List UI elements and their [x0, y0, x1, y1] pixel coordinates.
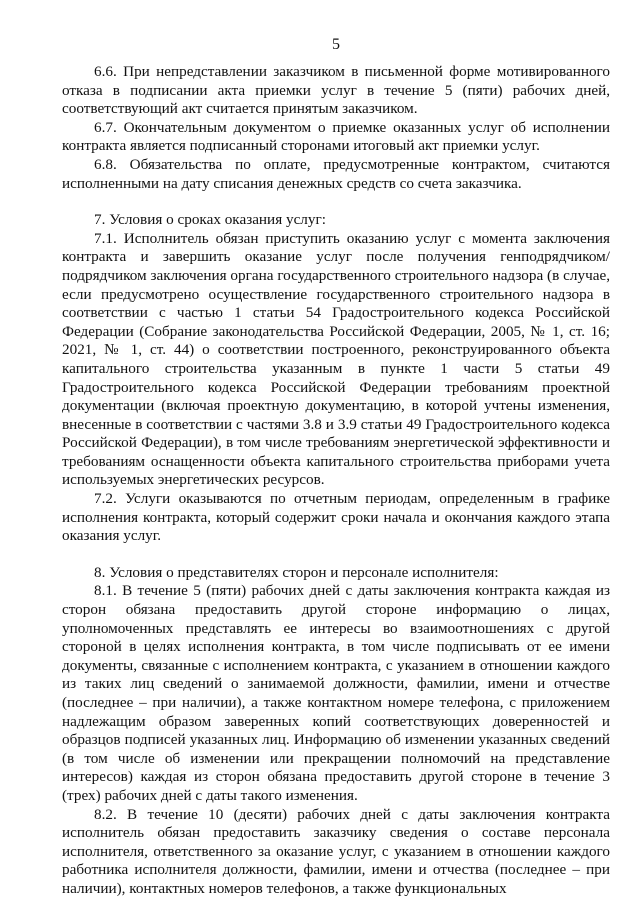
section-spacer	[62, 193, 610, 211]
paragraph-6-8: 6.8. Обязательства по оплате, предусмотренные контрактом, считаются исполненными на дату списания денежных средств со счета заказчика.	[62, 155, 610, 192]
paragraph-6-6: 6.6. При непредставлении заказчиком в письменной форме мотивированного отказа в подписании акта приемки услуг в течение 5 (пяти) рабочих дней, соответствующий акт считается принятым заказчиком.	[62, 63, 610, 118]
paragraph-8-1: 8.1. В течение 5 (пяти) рабочих дней с даты заключения контракта каждая из сторон обязана предоставить другой стороне информацию о лицах, уполномоченных представлять ее интересы во взаимоотношениях с другой стороной в целях исполнения контракта, в том числе подписывать от ее имени документы, связанные с исполнением контракта, с указанием в отношении каждого из таких лиц сведений о занимаемой должности, фамилии, имени и отчестве (последнее – при наличии), а также контактном номере телефона, с приложением надлежащим образом заверенных копий соответствующих доверенностей и образцов подписей указанных лиц. Информацию об изменении указанных сведений (в том числе об изменении или прекращении полномочий на представление интересов) каждая из сторон обязана предоставить другой стороне в течение 3 (трех) рабочих дней с даты такого изменения.	[62, 582, 610, 804]
section-8-title: 8. Условия о представителях сторон и персонале исполнителя:	[94, 563, 499, 581]
paragraph-7-1: 7.1. Исполнитель обязан приступить оказанию услуг с момента заключения контракта и завершить оказание услуг после получения генподрядчиком/подрядчиком заключения органа государственного строительного надзора (в случае, если предусмотрено осуществление государственного строительного надзора в соответствии с частью 1 статьи 54 Градостроительного кодекса Российской Федерации (Собрание законодательства Российской Федерации, 2005, № 1, ст. 16; 2021, № 1, ст. 44) о соответствии построенного, реконструированного объекта капитального строительства указанным в пункте 1 части 5 статьи 49 Градостроительного кодекса Российской Федерации требованиям проектной документации (включая проектную документацию, в которой учтены изменения, внесенные в соответствии с частями 3.8 и 3.9 статьи 49 Градостроительного кодекса Российской Федерации), в том числе требованиям энергетической эффективности и требованиям оснащенности объекта капитального строительства приборами учета используемых энергетических ресурсов.	[62, 229, 610, 489]
section-7-title: 7. Условия о сроках оказания услуг:	[94, 211, 326, 229]
section-spacer	[62, 546, 610, 564]
paragraph-7-2: 7.2. Услуги оказываются по отчетным периодам, определенным в графике исполнения контракта, который содержит сроки начала и окончания каждого этапа оказания услуг.	[62, 490, 610, 545]
page-number: 5	[332, 36, 340, 53]
paragraph-6-7: 6.7. Окончательным документом о приемке оказанных услуг об исполнении контракта является подписанный сторонами итоговый акт приемки услуг.	[62, 118, 610, 155]
paragraph-8-2: 8.2. В течение 10 (десяти) рабочих дней с даты заключения контракта исполнитель обязан предоставить заказчику сведения о составе персонала исполнителя, ответственного за оказание услуг, с указанием в отношении каждого работника исполнителя должности, фамилии, имени и отчества (последнее – при наличии), контактных номеров телефонов, а также функциональных	[62, 805, 610, 897]
